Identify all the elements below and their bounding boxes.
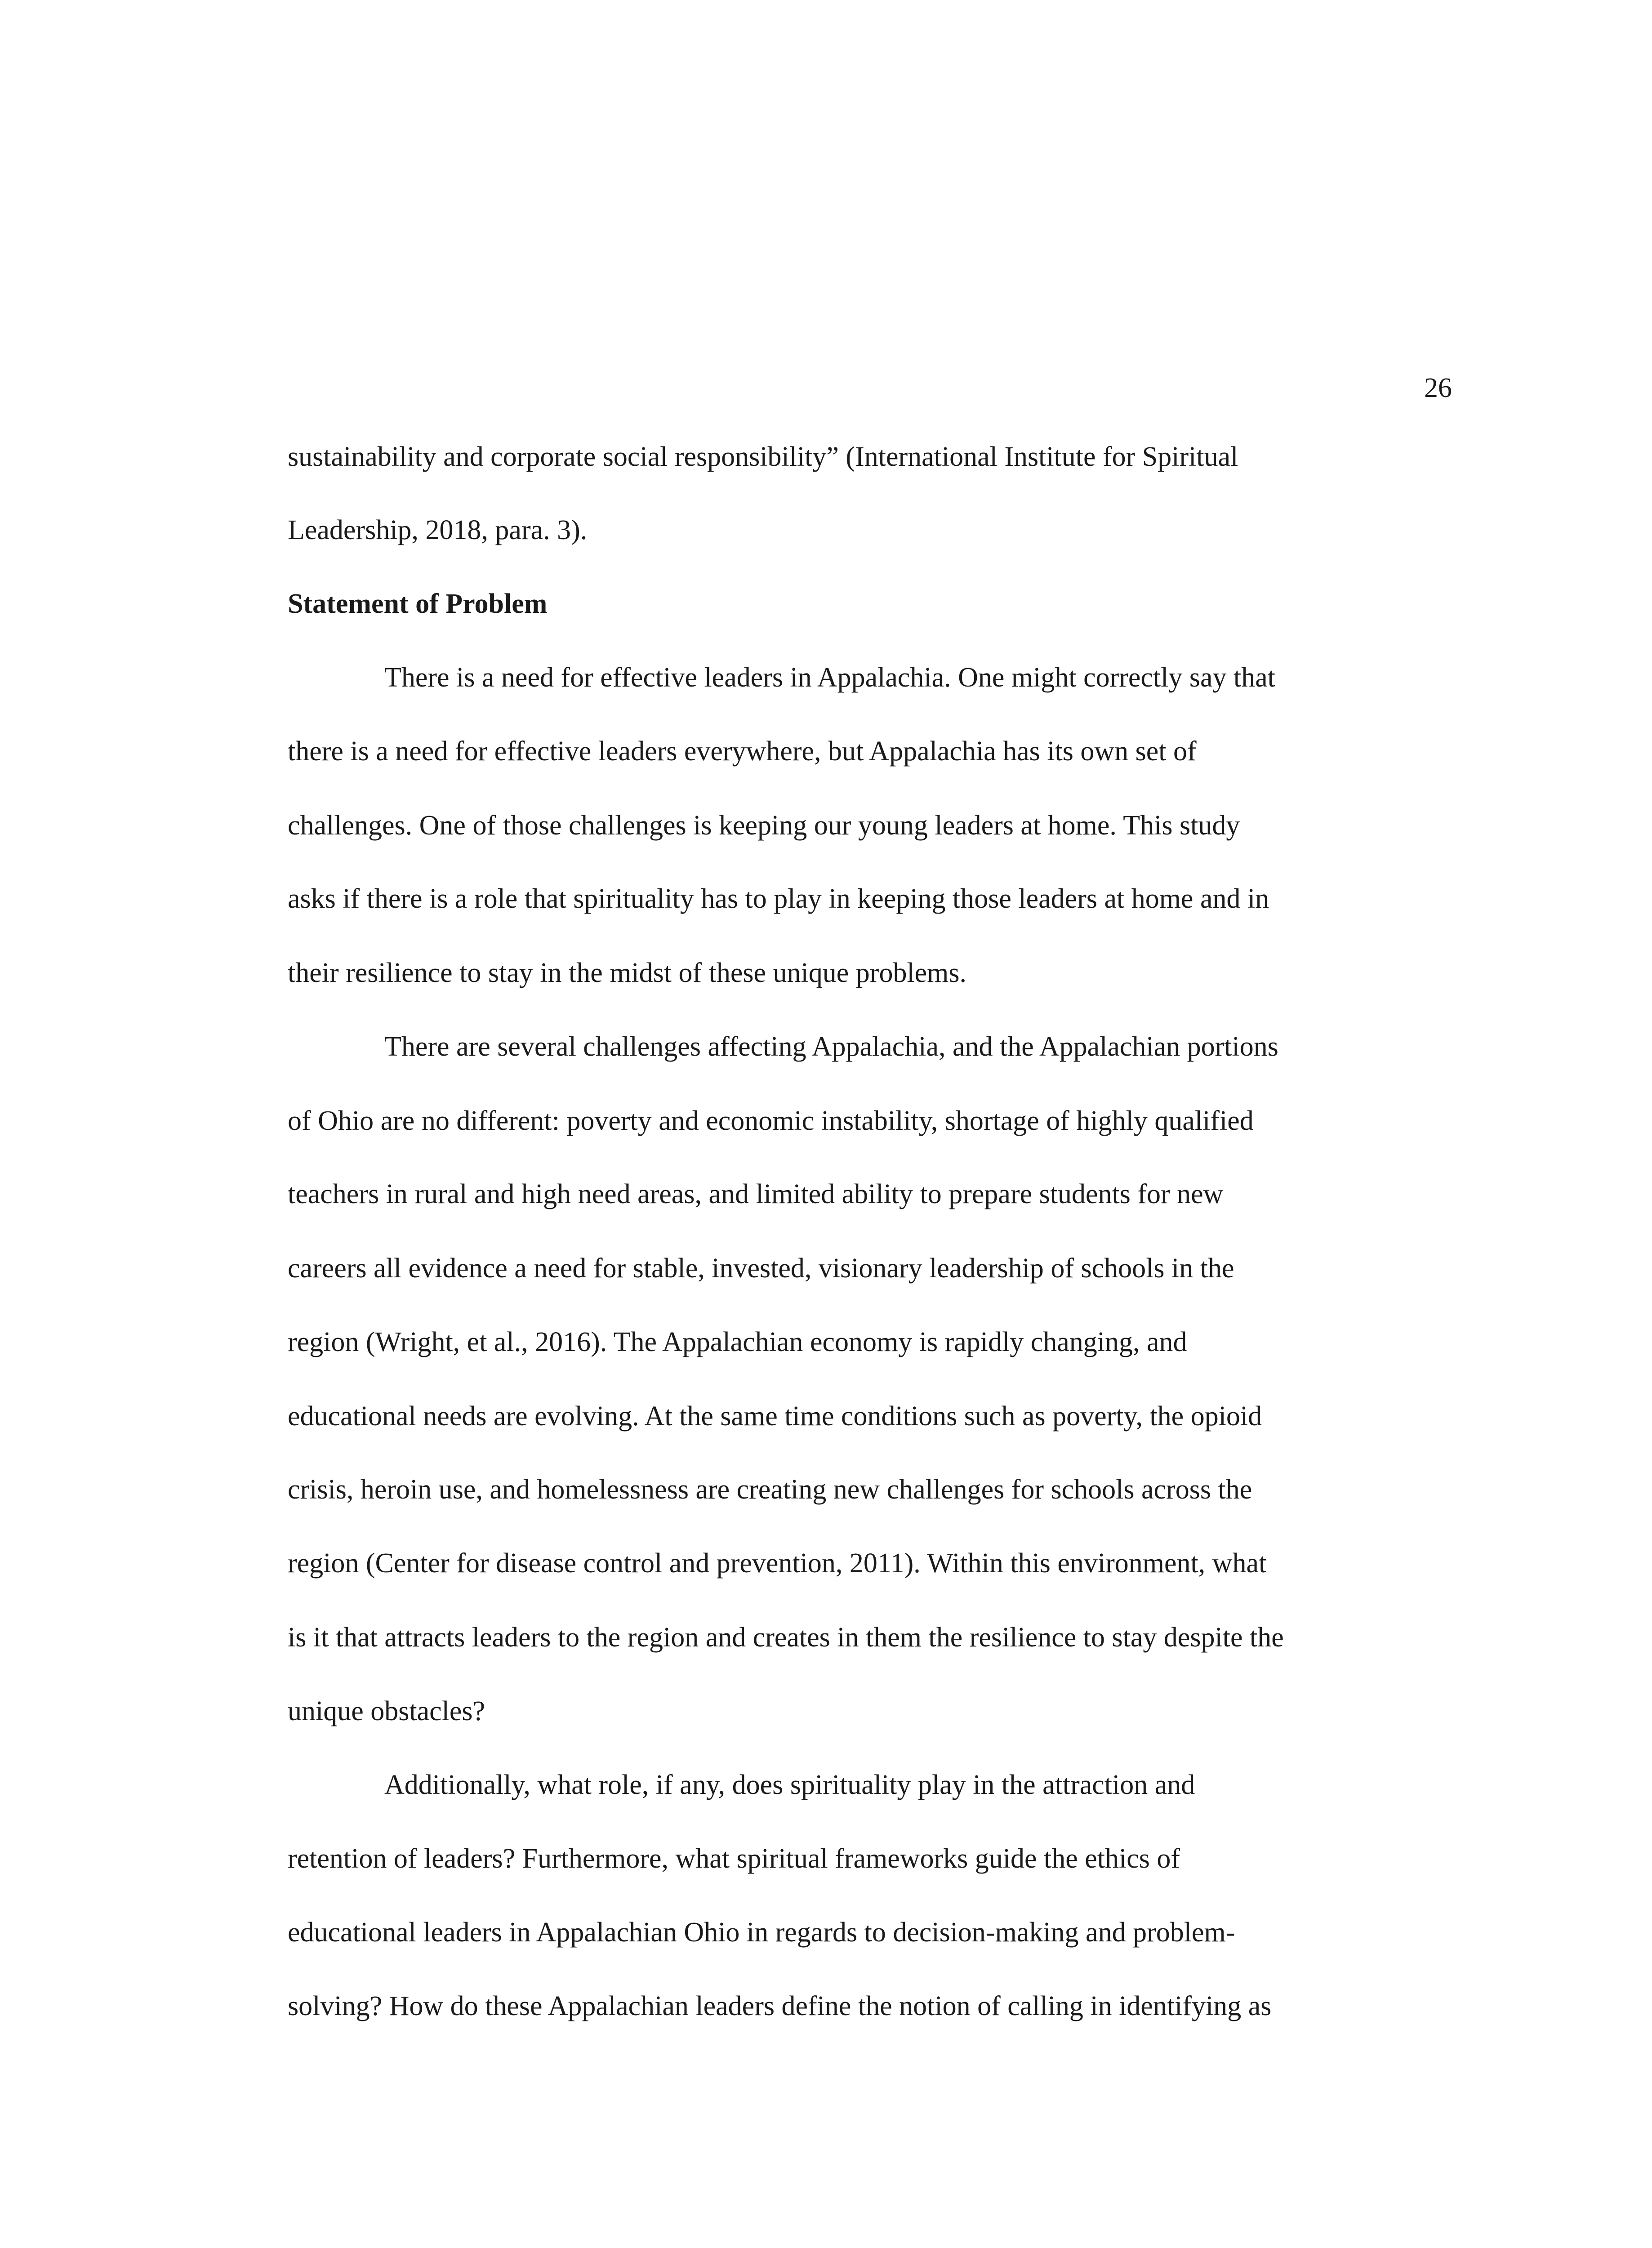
text-line: asks if there is a role that spirituality has to play in keeping those leaders at home and in (288, 883, 1269, 914)
text-line: Leadership, 2018, para. 3). (288, 515, 588, 545)
text-line: educational needs are evolving. At the same time conditions such as poverty, the opioid (288, 1401, 1262, 1432)
text-line: Additionally, what role, if any, does spirituality play in the attraction and (384, 1770, 1195, 1800)
section-heading: Statement of Problem (288, 589, 548, 619)
text-line: is it that attracts leaders to the region and creates in them the resilience to stay despite the (288, 1622, 1284, 1653)
text-line: solving? How do these Appalachian leaders define the notion of calling in identifying as (288, 1991, 1272, 2021)
text-line: there is a need for effective leaders everywhere, but Appalachia has its own set of (288, 736, 1197, 767)
text-line: region (Center for disease control and prevention, 2011). Within this environment, what (288, 1548, 1267, 1579)
text-line: There is a need for effective leaders in Appalachia. One might correctly say that (384, 662, 1276, 693)
text-line: There are several challenges affecting Appalachia, and the Appalachian portions (384, 1031, 1278, 1062)
page-number: 26 (1424, 373, 1452, 403)
text-line: teachers in rural and high need areas, and limited ability to prepare students for new (288, 1179, 1224, 1209)
text-line: sustainability and corporate social responsibility” (International Institute for Spiritual (288, 442, 1238, 472)
text-line: careers all evidence a need for stable, invested, visionary leadership of schools in the (288, 1253, 1234, 1284)
text-line: crisis, heroin use, and homelessness are creating new challenges for schools across the (288, 1474, 1252, 1505)
text-line: educational leaders in Appalachian Ohio in regards to decision-making and problem- (288, 1917, 1235, 1948)
text-line: their resilience to stay in the midst of these unique problems. (288, 958, 967, 988)
text-line: retention of leaders? Furthermore, what spiritual frameworks guide the ethics of (288, 1843, 1180, 1874)
text-line: unique obstacles? (288, 1696, 485, 1726)
text-line: challenges. One of those challenges is keeping our young leaders at home. This study (288, 810, 1240, 841)
text-line: region (Wright, et al., 2016). The Appalachian economy is rapidly changing, and (288, 1327, 1187, 1357)
text-line: of Ohio are no different: poverty and economic instability, shortage of highly qualified (288, 1106, 1254, 1136)
